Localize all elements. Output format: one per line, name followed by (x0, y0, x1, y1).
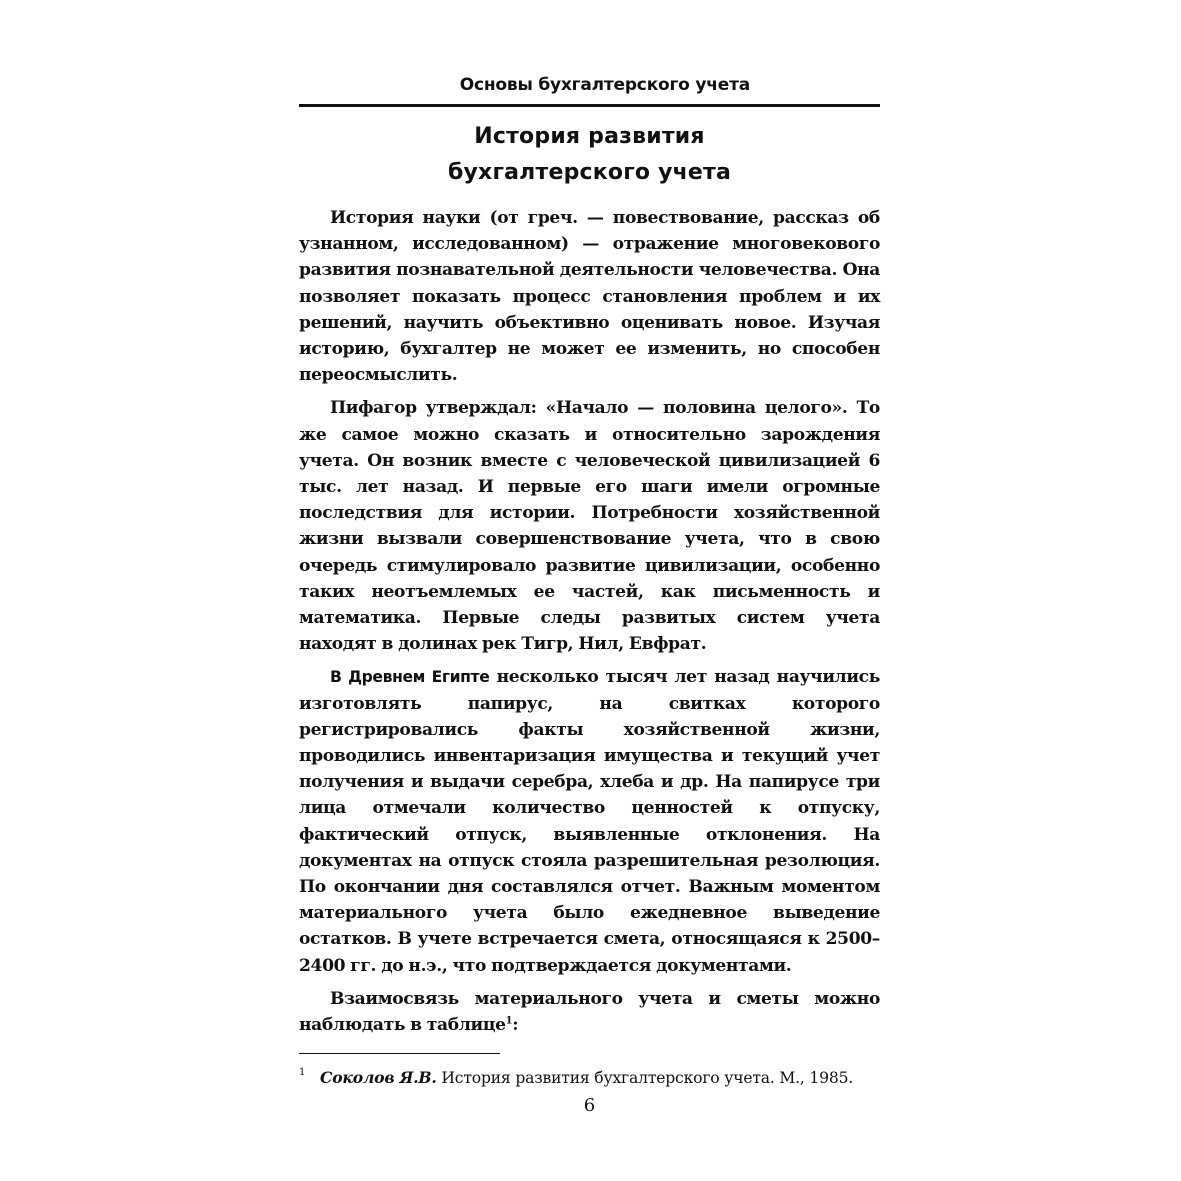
emphasis-ancient-egypt: В Древнем Египте (330, 668, 490, 687)
paragraph-4 (299, 986, 880, 1038)
paragraph-4-end: : (512, 1015, 519, 1036)
paragraph-1: История науки (от греч. — повествование, рассказ об узнанном, исследованном) — отражение многовекового развития познавательной деятельности человечества. Она позволяет показать процесс становления проблем и их решений, научить объективно оценивать новое. Изучая историю, бухгалтер не может ее изменить, но способен переосмыслить. (299, 208, 880, 386)
paragraph-3 (299, 664, 880, 978)
footnote-author: Соколов Я.В. (320, 1068, 437, 1088)
paragraph-4-text: Взаимосвязь материального учета и сметы можно наблюдать в таблице (299, 988, 880, 1036)
book-page (299, 60, 880, 1116)
footnote-reference: 1 (505, 1015, 513, 1027)
footnote (299, 1066, 880, 1090)
running-head: Основы бухгалтерского учета (459, 75, 750, 95)
chapter-title (299, 119, 880, 191)
header-rule (299, 104, 880, 107)
body-text (299, 205, 880, 1038)
chapter-title-line-2: бухгалтерского учета (447, 160, 732, 185)
page-number: 6 (583, 1095, 596, 1116)
paragraph-3-text: несколько тысяч лет назад научились изготовлять папирус, на свитках которого регистрировались факты хозяйственной жизни, проводились инвентаризация имущества и текущий учет получения и выдачи серебра, хлеба и др. На папирусе три лица отмечали количество ценностей к отпуску, фактический отпуск, выявленные отклонения. На документах на отпуск стояла разрешительная резолюция. По окончании дня составлялся отчет. Важным моментом материального учета было ежедневное выведение остатков. В учете встречается смета, относящаяся к 2500–2400 гг. до н.э., что подтверждается документами. (299, 667, 880, 976)
chapter-title-line-1: История развития (474, 124, 705, 149)
footnote-text: История развития бухгалтерского учета. М., 1985. (436, 1069, 854, 1088)
footnote-rule (299, 1053, 500, 1054)
paragraph-2: Пифагор утверждал: «Начало — половина целого». То же самое можно сказать и относительно зарождения учета. Он возник вместе с человеческой цивилизацией 6 тыс. лет назад. И первые его шаги имели огромные последствия для истории. Потребности хозяйственной жизни вызвали совершенствование учета, что в свою очередь стимулировало развитие цивилизации, особенно таких неотъемлемых ее частей, как письменность и математика. Первые следы развитых систем учета находят в долинах рек Тигр, Нил, Евфрат. (299, 398, 880, 655)
footnote-marker: 1 (299, 1067, 306, 1079)
